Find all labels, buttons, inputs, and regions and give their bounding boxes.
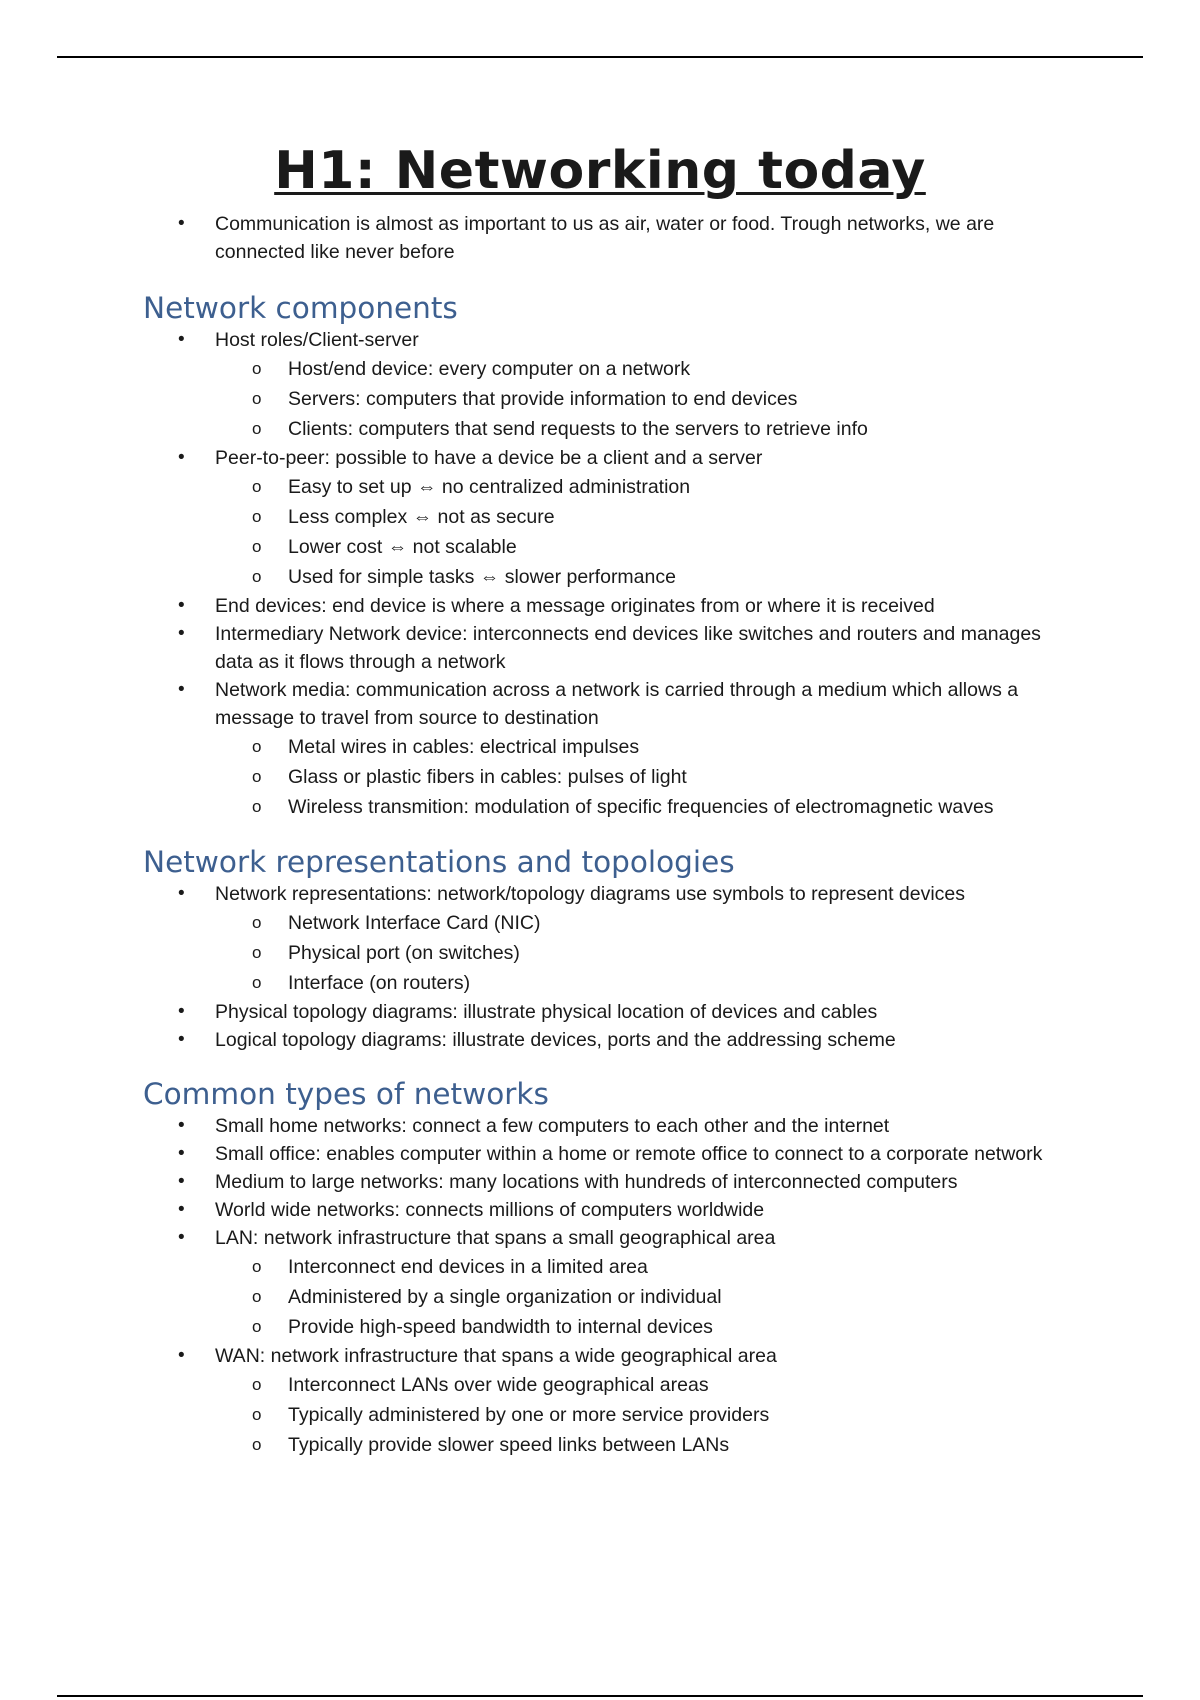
bullet-item (0, 998, 1200, 1026)
document-body (0, 210, 1200, 1460)
bullet-item-text: Intermediary Network device: interconnects end devices like switches and routers and manages data as it flows through a network (215, 623, 1041, 673)
sub-bullet-item (0, 562, 1200, 592)
circle-bullet-icon: o (252, 419, 262, 438)
sub-bullet-item (0, 384, 1200, 414)
bullet-item (0, 592, 1200, 620)
sub-bullet-item-text: Typically provide slower speed links between LANs (288, 1434, 730, 1456)
bullet-item (0, 1140, 1200, 1168)
sub-bullet-item (0, 1312, 1200, 1342)
circle-bullet-icon: o (252, 1257, 262, 1276)
circle-bullet-icon: o (252, 567, 262, 586)
circle-bullet-icon: o (252, 537, 262, 556)
sub-bullet-item (0, 908, 1200, 938)
bullet-item (0, 1342, 1200, 1370)
bullet-item-text: Peer-to-peer: possible to have a device be a client and a server (215, 447, 763, 469)
bullet-dot-icon: • (178, 595, 185, 616)
sub-bullet-item-text: Physical port (on switches) (288, 942, 520, 964)
bullet-item-text: Medium to large networks: many locations with hundreds of interconnected computers (215, 1171, 958, 1193)
circle-bullet-icon: o (252, 389, 262, 408)
sub-bullet-item (0, 354, 1200, 384)
section-spacer (0, 1054, 1200, 1076)
bullet-item (0, 1196, 1200, 1224)
sub-bullet-item-text: Less complex ⇔ not as secure (288, 506, 555, 528)
sub-bullet-item-text: Metal wires in cables: electrical impulses (288, 736, 640, 758)
bullet-dot-icon: • (178, 1199, 185, 1220)
circle-bullet-icon: o (252, 737, 262, 756)
sub-bullet-item (0, 938, 1200, 968)
section-spacer (0, 822, 1200, 844)
sub-list-wrapper (0, 1370, 1200, 1460)
sub-bullet-item (0, 1430, 1200, 1460)
bullet-dot-icon: • (178, 1029, 185, 1050)
bullet-item (0, 1224, 1200, 1252)
section-heading: Common types of networks (143, 1077, 549, 1111)
sub-list-wrapper (0, 354, 1200, 444)
sub-list (0, 732, 1200, 822)
section-list (0, 1112, 1200, 1460)
bullet-dot-icon: • (178, 623, 185, 644)
section-heading: Network representations and topologies (143, 845, 735, 879)
circle-bullet-icon: o (252, 507, 262, 526)
sub-bullet-item (0, 472, 1200, 502)
circle-bullet-icon: o (252, 1405, 262, 1424)
section-heading: Network components (143, 291, 458, 325)
bullet-item (0, 444, 1200, 472)
sub-bullet-item (0, 968, 1200, 998)
sub-bullet-item-text: Administered by a single organization or individual (288, 1286, 722, 1308)
sub-list-wrapper (0, 908, 1200, 998)
bullet-dot-icon: • (178, 1001, 185, 1022)
sub-list (0, 472, 1200, 592)
bullet-dot-icon: • (178, 679, 185, 700)
sub-list (0, 354, 1200, 444)
circle-bullet-icon: o (252, 477, 262, 496)
sub-bullet-item-text: Interface (on routers) (288, 972, 471, 994)
bullet-item (0, 620, 1200, 676)
bullet-item-text: Physical topology diagrams: illustrate physical location of devices and cables (215, 1001, 878, 1023)
sub-bullet-item-text: Interconnect end devices in a limited area (288, 1256, 648, 1278)
section-list (0, 326, 1200, 822)
sub-bullet-item-text: Glass or plastic fibers in cables: pulses of light (288, 766, 687, 788)
sub-list-wrapper (0, 732, 1200, 822)
bullet-item (0, 1112, 1200, 1140)
sections-container (0, 266, 1200, 1460)
section-spacer (0, 266, 1200, 290)
sub-list (0, 1252, 1200, 1342)
bullet-item (0, 1168, 1200, 1196)
circle-bullet-icon: o (252, 1317, 262, 1336)
bullet-item-text: Host roles/Client-server (215, 329, 419, 351)
sub-bullet-item (0, 414, 1200, 444)
bullet-dot-icon: • (178, 1345, 185, 1366)
circle-bullet-icon: o (252, 973, 262, 992)
circle-bullet-icon: o (252, 913, 262, 932)
sub-bullet-item-text: Host/end device: every computer on a network (288, 358, 691, 380)
sub-bullet-item (0, 792, 1200, 822)
sub-bullet-item-text: Lower cost ⇔ not scalable (288, 536, 517, 558)
bullet-dot-icon: • (178, 213, 185, 234)
bullet-dot-icon: • (178, 1115, 185, 1136)
circle-bullet-icon: o (252, 767, 262, 786)
sub-bullet-item (0, 502, 1200, 532)
sub-bullet-item (0, 1400, 1200, 1430)
circle-bullet-icon: o (252, 943, 262, 962)
sub-bullet-item (0, 762, 1200, 792)
bullet-item (0, 326, 1200, 354)
circle-bullet-icon: o (252, 359, 262, 378)
section-list (0, 880, 1200, 1054)
bullet-dot-icon: • (178, 1227, 185, 1248)
page-top-rule (57, 56, 1143, 58)
sub-bullet-item (0, 1252, 1200, 1282)
bullet-item-text: End devices: end device is where a message originates from or where it is received (215, 595, 935, 617)
sub-bullet-item-text: Clients: computers that send requests to the servers to retrieve info (288, 418, 868, 440)
bullet-dot-icon: • (178, 1171, 185, 1192)
sub-bullet-item-text: Interconnect LANs over wide geographical areas (288, 1374, 709, 1396)
bullet-item-text: Network media: communication across a network is carried through a medium which allows a message to travel from source to destination (215, 679, 1019, 729)
bullet-item-text: Logical topology diagrams: illustrate devices, ports and the addressing scheme (215, 1029, 896, 1051)
bullet-dot-icon: • (178, 447, 185, 468)
sub-bullet-item-text: Servers: computers that provide information to end devices (288, 388, 798, 410)
bullet-item (0, 210, 1200, 266)
sub-bullet-item-text: Used for simple tasks ⇔ slower performance (288, 566, 676, 588)
bullet-dot-icon: • (178, 883, 185, 904)
bullet-dot-icon: • (178, 329, 185, 350)
sub-list-wrapper (0, 1252, 1200, 1342)
sub-bullet-item-text: Easy to set up ⇔ no centralized administration (288, 476, 691, 498)
sub-bullet-item (0, 1282, 1200, 1312)
bullet-item (0, 880, 1200, 908)
document-title (0, 140, 1200, 202)
sub-list (0, 1370, 1200, 1460)
bullet-item (0, 676, 1200, 732)
bullet-item-text: Communication is almost as important to us as air, water or food. Trough networks, we are connected like never before (215, 213, 995, 263)
sub-bullet-item-text: Wireless transmition: modulation of specific frequencies of electromagnetic waves (288, 796, 994, 818)
bullet-item (0, 1026, 1200, 1054)
bullet-item-text: WAN: network infrastructure that spans a wide geographical area (215, 1345, 777, 1367)
page-bottom-rule (57, 1695, 1143, 1697)
bullet-dot-icon: • (178, 1143, 185, 1164)
intro-list (0, 210, 1200, 266)
bullet-item-text: LAN: network infrastructure that spans a small geographical area (215, 1227, 776, 1249)
circle-bullet-icon: o (252, 1287, 262, 1306)
bullet-item-text: World wide networks: connects millions of computers worldwide (215, 1199, 765, 1221)
sub-bullet-item-text: Typically administered by one or more service providers (288, 1404, 770, 1426)
bullet-item-text: Small office: enables computer within a home or remote office to connect to a corporate network (215, 1143, 1043, 1165)
sub-bullet-item (0, 532, 1200, 562)
bullet-item-text: Network representations: network/topology diagrams use symbols to represent devices (215, 883, 966, 905)
circle-bullet-icon: o (252, 1435, 262, 1454)
circle-bullet-icon: o (252, 1375, 262, 1394)
sub-list-wrapper (0, 472, 1200, 592)
sub-list (0, 908, 1200, 998)
sub-bullet-item (0, 1370, 1200, 1400)
sub-bullet-item-text: Network Interface Card (NIC) (288, 912, 541, 934)
sub-bullet-item-text: Provide high-speed bandwidth to internal devices (288, 1316, 713, 1338)
bullet-item-text: Small home networks: connect a few computers to each other and the internet (215, 1115, 890, 1137)
circle-bullet-icon: o (252, 797, 262, 816)
sub-bullet-item (0, 732, 1200, 762)
document-title-text: H1: Networking today (274, 141, 926, 201)
